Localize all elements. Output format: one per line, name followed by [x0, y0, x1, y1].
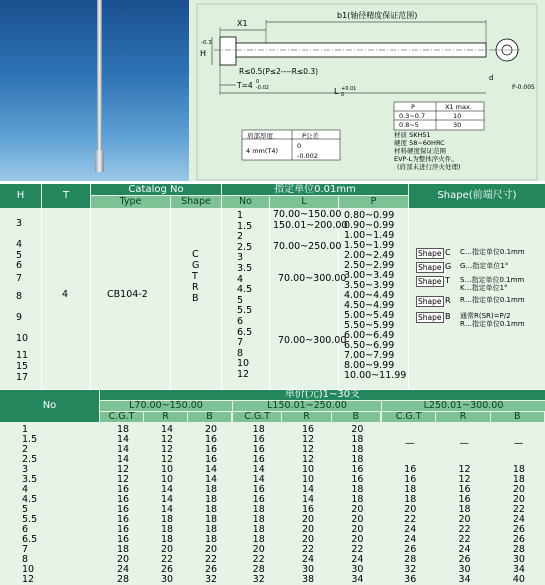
no-value: 7: [237, 337, 244, 349]
note-hardness: 硬度 58~60HRC: [394, 139, 445, 147]
price-cell: 26: [161, 564, 174, 575]
note-evp: EVP-L为整体淬火件。: [394, 155, 458, 163]
h-value: 9: [16, 312, 23, 323]
price-cell: 22: [302, 544, 315, 555]
shape-tag-letter: B: [445, 312, 451, 321]
price-cell: 20: [302, 514, 315, 525]
price-cell: 24: [302, 554, 315, 565]
price-cell: 14: [302, 484, 315, 495]
price-sub-header: R: [282, 412, 330, 422]
price-cell: 16: [404, 464, 417, 475]
shape-letter: B: [192, 293, 199, 304]
price-row-no: 10: [22, 564, 35, 575]
price-cell: 34: [351, 574, 364, 585]
p-value: 8.00~9.99: [344, 360, 395, 371]
price-cell: 18: [252, 534, 265, 545]
shape-letter: T: [192, 271, 198, 282]
price-cell: 18: [512, 474, 525, 485]
price-cell: 16: [302, 504, 315, 515]
price-cell: 28: [117, 574, 130, 585]
dim-t-tol: -0.02: [256, 85, 269, 91]
price-cell: 30: [512, 554, 525, 565]
shape-desc: R…指定单位0.1mm: [460, 320, 525, 328]
h-value: 4: [16, 239, 23, 250]
no-value: 10: [237, 358, 250, 370]
price-cell: 20: [512, 484, 525, 495]
price-cell: 16: [117, 494, 130, 505]
price-cell: 16: [117, 524, 130, 535]
price-group-header: L150.01~250.00: [233, 401, 381, 411]
price-cell: 36: [404, 574, 417, 585]
price-cell: 22: [404, 514, 417, 525]
px1-row2-p: 0.8~5: [399, 121, 419, 129]
price-row-no: 2: [22, 444, 29, 455]
price-cell: 20: [351, 514, 364, 525]
price-cell: 12: [117, 474, 130, 485]
p-value: 3.00~3.49: [344, 270, 395, 281]
price-cell: 22: [458, 534, 471, 545]
flange-header-ptol: P公差: [302, 132, 319, 140]
price-cell: 16: [252, 434, 265, 445]
shape-tag-letter: G: [445, 262, 452, 271]
price-cell: 10: [302, 464, 315, 475]
price-sub-header: C.G.T: [100, 412, 143, 422]
price-cell: 12: [302, 444, 315, 455]
price-cell: 16: [458, 494, 471, 505]
px1-header-x1: X1 max.: [445, 103, 472, 111]
price-cell: 18: [252, 514, 265, 525]
p-value: 1.00~1.49: [344, 230, 395, 241]
price-cell: 24: [117, 564, 130, 575]
no-value: 5.5: [237, 305, 253, 317]
dim-x1: X1: [237, 19, 248, 28]
no-value: 1: [237, 210, 244, 221]
note-flange: (肩部未进行淬火处理): [397, 163, 461, 171]
p-value: 5.00~5.49: [344, 310, 395, 321]
price-cell: 18: [205, 494, 218, 505]
price-cell: 12: [161, 454, 174, 465]
price-cell: 18: [205, 534, 218, 545]
dim-t: T=4: [237, 81, 253, 90]
header-shape-right: Shape(前端尺寸): [409, 184, 545, 208]
price-cell: 18: [161, 514, 174, 525]
type-value: CB104-2: [107, 289, 148, 300]
price-cell: 20: [351, 424, 364, 435]
price-cell: 16: [117, 514, 130, 525]
price-row-no: 12: [22, 574, 35, 585]
price-cell: 20: [404, 504, 417, 515]
note-hardness-range: 材料硬度保证范围: [394, 147, 446, 155]
p-value: 6.50~6.99: [344, 340, 395, 351]
price-dash: —: [513, 438, 524, 449]
no-value: 4: [237, 273, 244, 285]
shape-tag: Shape: [418, 297, 442, 306]
price-cell: 16: [458, 484, 471, 495]
h-value: 17: [16, 372, 29, 383]
dim-p-tol: P-0.005: [512, 84, 535, 91]
price-row-no: 6.5: [22, 534, 38, 545]
price-cell: 20: [117, 554, 130, 565]
price-cell: 18: [205, 524, 218, 535]
price-table: [0, 390, 545, 585]
price-cell: 30: [161, 574, 174, 585]
price-cell: 18: [205, 504, 218, 515]
price-cell: 12: [302, 434, 315, 445]
dim-t-tol0: 0: [256, 79, 260, 85]
price-row-no: 5: [22, 504, 29, 515]
px1-row1-x1: 10: [453, 112, 462, 120]
shape-letter: C: [192, 249, 199, 260]
l-range-5: 70.00~300.00: [278, 335, 347, 346]
price-cell: 28: [512, 544, 525, 555]
price-cell: 12: [161, 444, 174, 455]
dim-h-tol: -0.3: [201, 40, 212, 46]
dim-l-tol: +0.01: [341, 86, 357, 92]
px1-header-p: P: [411, 103, 415, 111]
price-cell: 24: [458, 544, 471, 555]
price-cell: 24: [404, 524, 417, 535]
price-cell: 14: [117, 444, 130, 455]
l-range-1: 70.00~150.00: [273, 209, 342, 220]
px1-row2-x1: 30: [453, 121, 462, 129]
no-value: 4.5: [237, 284, 253, 296]
price-row-no: 1: [22, 424, 29, 435]
price-cell: 16: [205, 434, 218, 445]
price-cell: 34: [512, 564, 525, 575]
shape-desc: G…指定单位1°: [460, 262, 509, 270]
price-cell: 28: [252, 564, 265, 575]
shape-desc: R…指定单位0.1mm: [460, 296, 525, 304]
price-cell: 18: [252, 424, 265, 435]
price-cell: 22: [458, 524, 471, 535]
price-cell: 12: [458, 474, 471, 485]
dim-d: d: [489, 74, 494, 82]
price-sub-header: C.G.T: [382, 412, 435, 422]
price-cell: 24: [404, 534, 417, 545]
price-cell: 32: [404, 564, 417, 575]
price-cell: 20: [302, 534, 315, 545]
price-group-header: L70.00~150.00: [100, 401, 232, 411]
price-row-no: 2.5: [22, 454, 38, 465]
t-value: 4: [62, 289, 69, 300]
price-row-no: 8: [22, 554, 29, 565]
dim-h: H: [200, 49, 207, 58]
price-row-no: 3.5: [22, 474, 38, 485]
price-cell: 16: [252, 484, 265, 495]
price-dash: —: [405, 438, 415, 449]
price-cell: 30: [458, 564, 471, 575]
price-cell: 18: [458, 504, 471, 515]
price-cell: 30: [302, 564, 315, 575]
shape-tag-letter: R: [445, 296, 451, 305]
price-cell: 18: [205, 514, 218, 525]
price-row-no: 4.5: [22, 494, 38, 505]
price-cell: 18: [205, 484, 218, 495]
p-value: 3.50~3.99: [344, 280, 395, 291]
price-header-title: 单价(元)1~30支: [100, 390, 545, 400]
header-catalog: Catalog No: [91, 184, 221, 195]
flange-tol-lower: -0.002: [297, 152, 318, 160]
price-cell: 16: [351, 464, 364, 475]
price-sub-header: R: [436, 412, 489, 422]
price-row-no: 4: [22, 484, 29, 495]
l-range-3: 70.00~250.00: [273, 241, 342, 252]
shape-tag-letter: T: [445, 276, 450, 285]
price-cell: 18: [117, 544, 130, 555]
price-cell: 26: [404, 544, 417, 555]
price-cell: 16: [117, 484, 130, 495]
p-value: 2.00~2.49: [344, 250, 395, 261]
price-cell: 38: [302, 574, 315, 585]
h-value: 8: [16, 291, 23, 302]
l-range-4: 70.00~300.00: [278, 273, 347, 284]
price-cell: 16: [404, 474, 417, 485]
price-cell: 18: [252, 504, 265, 515]
no-value: 2.5: [237, 241, 253, 253]
price-cell: 40: [512, 574, 525, 585]
price-sub-header: B: [332, 412, 380, 422]
shape-letter: G: [192, 260, 200, 271]
price-cell: 14: [117, 434, 130, 445]
l-range-2: 150.01~200.00: [273, 220, 348, 231]
price-cell: 12: [161, 434, 174, 445]
header-t: T: [42, 184, 90, 208]
price-cell: 14: [252, 474, 265, 485]
price-cell: 14: [161, 494, 174, 505]
price-cell: 16: [302, 424, 315, 435]
price-cell: 16: [351, 474, 364, 485]
no-value: 6.5: [237, 326, 253, 338]
price-cell: 18: [404, 484, 417, 495]
price-cell: 10: [161, 464, 174, 475]
shape-tag: Shape: [418, 277, 442, 286]
price-cell: 20: [205, 544, 218, 555]
price-sub-header: B: [188, 412, 231, 422]
p-value: 2.50~2.99: [344, 260, 395, 271]
price-cell: 16: [252, 454, 265, 465]
price-cell: 18: [252, 524, 265, 535]
flange-thickness: 4 mm(T4): [246, 147, 279, 155]
price-cell: 24: [512, 514, 525, 525]
no-value: 5: [237, 294, 244, 306]
price-row-no: 5.5: [22, 514, 38, 525]
price-cell: 22: [161, 554, 174, 565]
price-cell: 16: [117, 534, 130, 545]
header-p: P: [339, 196, 408, 208]
price-cell: 20: [458, 514, 471, 525]
dim-l-tol0: 0: [341, 92, 345, 98]
shape-tag: Shape: [418, 263, 442, 272]
price-cell: 20: [205, 424, 218, 435]
h-value: 11: [16, 350, 29, 361]
price-cell: 22: [205, 554, 218, 565]
p-value: 6.00~6.49: [344, 330, 395, 341]
price-cell: 34: [458, 574, 471, 585]
price-cell: 18: [117, 424, 130, 435]
p-value: 10.00~11.99: [344, 370, 407, 381]
p-value: 0.80~0.99: [344, 210, 395, 221]
price-dash: —: [459, 438, 469, 449]
price-cell: 32: [205, 574, 218, 585]
p-value: 4.50~4.99: [344, 300, 395, 311]
price-sub-header: C.G.T: [233, 412, 281, 422]
no-value: 8: [237, 347, 244, 359]
price-cell: 18: [351, 484, 364, 495]
no-value: 6: [237, 316, 244, 327]
price-cell: 20: [512, 494, 525, 505]
price-cell: 16: [205, 444, 218, 455]
price-cell: 30: [351, 564, 364, 575]
price-cell: 18: [351, 434, 364, 445]
no-value: 3: [237, 252, 244, 264]
pin-illustration: [0, 0, 189, 181]
price-cell: 20: [302, 524, 315, 535]
p-value: 4.00~4.49: [344, 290, 395, 301]
price-cell: 18: [351, 494, 364, 505]
price-cell: 12: [458, 464, 471, 475]
h-value: 15: [16, 361, 29, 372]
p-value: 7.00~7.99: [344, 350, 395, 361]
no-value: 2: [237, 231, 244, 243]
note-material: 材质 SKH51: [394, 131, 431, 139]
shape-desc: K…指定单位1°: [460, 284, 508, 292]
price-cell: 26: [512, 524, 525, 535]
p-value: 1.50~1.99: [344, 240, 395, 251]
price-cell: 14: [302, 494, 315, 505]
price-cell: 18: [161, 524, 174, 535]
price-cell: 26: [205, 564, 218, 575]
h-value: 5: [16, 250, 23, 261]
price-cell: 22: [351, 544, 364, 555]
price-cell: 18: [351, 444, 364, 455]
shape-desc: C…指定单位0.1mm: [460, 248, 525, 256]
price-cell: 28: [404, 554, 417, 565]
price-cell: 18: [512, 464, 525, 475]
price-cell: 20: [351, 524, 364, 535]
price-cell: 18: [351, 454, 364, 465]
header-type: Type: [91, 196, 170, 208]
no-value: 1.5: [237, 220, 253, 232]
price-cell: 14: [117, 454, 130, 465]
h-value: 10: [16, 333, 29, 344]
h-value: 3: [16, 218, 23, 229]
price-header-no: No: [0, 390, 99, 422]
price-cell: 20: [351, 504, 364, 515]
px1-row1-p: 0.3~0.7: [399, 112, 426, 120]
price-cell: 14: [161, 484, 174, 495]
price-cell: 20: [351, 534, 364, 545]
price-cell: 18: [161, 534, 174, 545]
price-cell: 18: [404, 494, 417, 505]
price-cell: 16: [252, 444, 265, 455]
price-cell: 16: [252, 494, 265, 505]
flange-tol-upper: 0: [297, 142, 302, 150]
price-sub-header: R: [144, 412, 187, 422]
price-cell: 12: [117, 464, 130, 475]
shape-letter: R: [192, 282, 199, 293]
h-value: 6: [16, 260, 23, 271]
price-cell: 12: [302, 454, 315, 465]
shape-tag-letter: C: [445, 248, 451, 257]
technical-drawing: [189, 0, 545, 181]
price-cell: 20: [161, 544, 174, 555]
dim-l: L: [334, 87, 339, 96]
price-cell: 22: [252, 554, 265, 565]
product-photo: [0, 0, 189, 181]
price-row-no: 7: [22, 544, 29, 555]
header-l: L: [270, 196, 338, 208]
shape-tag: Shape: [418, 249, 442, 258]
price-cell: 16: [117, 504, 130, 515]
price-row-no: 6: [22, 524, 29, 535]
header-shape: Shape: [171, 196, 221, 208]
price-cell: 14: [161, 424, 174, 435]
price-row-no: 1.5: [22, 434, 38, 445]
price-sub-header: B: [491, 412, 544, 422]
dim-r: R≤0.5(P≤2----R≤0.3): [239, 67, 319, 76]
price-cell: 14: [161, 504, 174, 515]
spec-table: [0, 184, 545, 389]
price-cell: 14: [205, 464, 218, 475]
p-value: 0.90~0.99: [344, 220, 395, 231]
shape-desc: S…指定单位0.1mm: [460, 276, 525, 284]
no-value: 12: [237, 369, 250, 380]
dim-b1: b1(轴径精度保证范围): [337, 11, 418, 20]
price-cell: 24: [351, 554, 364, 565]
price-cell: 10: [161, 474, 174, 485]
price-cell: 14: [205, 474, 218, 485]
price-cell: 16: [205, 454, 218, 465]
price-cell: 26: [458, 554, 471, 565]
price-cell: 20: [252, 544, 265, 555]
no-value: 3.5: [237, 263, 253, 274]
h-value: 7: [16, 273, 23, 284]
price-cell: 32: [252, 574, 265, 585]
price-group-header: L250.01~300.00: [382, 401, 545, 411]
price-cell: 22: [512, 504, 525, 515]
price-cell: 14: [252, 464, 265, 475]
shape-desc: 通常R(SR)=P/2: [460, 312, 511, 320]
price-cell: 10: [302, 474, 315, 485]
flange-header-thickness: 肩部厚度: [247, 132, 273, 140]
header-no: No: [222, 196, 269, 208]
price-cell: 26: [512, 534, 525, 545]
header-unit: 指定单位0.01mm: [222, 184, 408, 195]
shape-tag: Shape: [418, 313, 442, 322]
price-row-no: 3: [22, 464, 29, 475]
p-value: 5.50~5.99: [344, 320, 395, 331]
header-h: H: [0, 184, 41, 208]
